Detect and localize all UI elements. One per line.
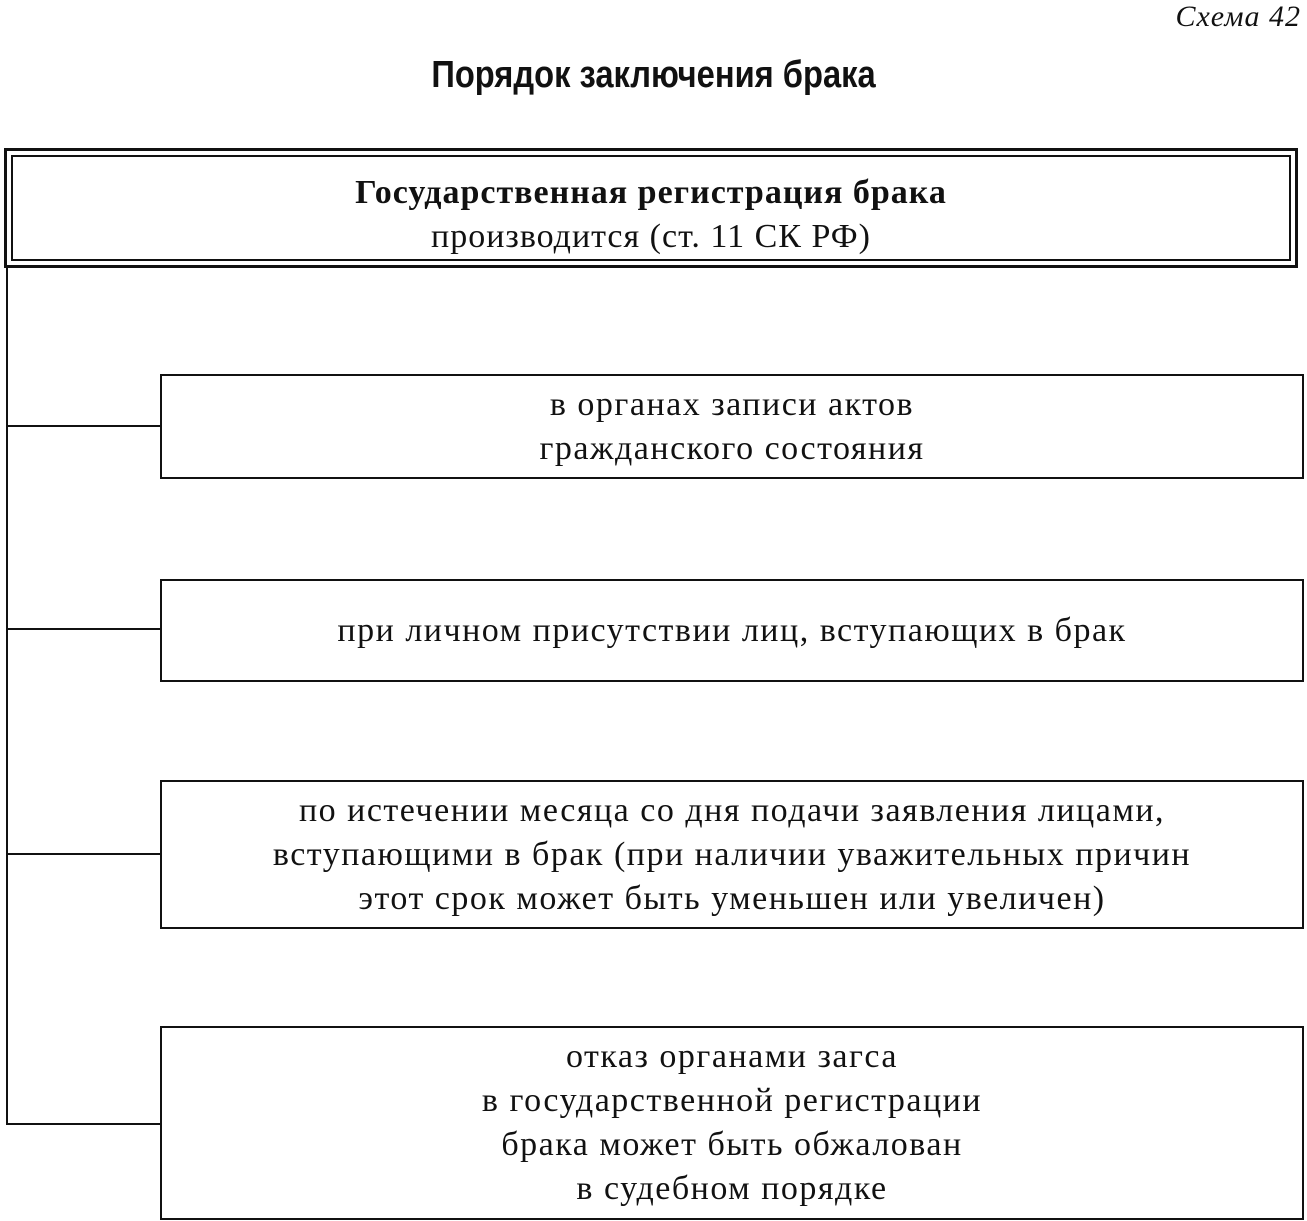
connector-trunk-line (6, 268, 8, 1125)
main-node-subheading: производится (ст. 11 СК РФ) (431, 218, 871, 255)
diagram-title: Порядок заключения брака (431, 54, 876, 96)
main-node-heading: Государственная регистрация брака (355, 174, 947, 211)
item-box-civil-registry: в органах записи актов гражданского состояния (160, 374, 1304, 479)
main-node-box (4, 148, 1298, 268)
connector-branch-2 (6, 628, 162, 630)
item-box-waiting-period: по истечении месяца со дня подачи заявления лицами, вступающими в брак (при наличии уважительных причин этот срок может быть уменьшен или увеличен) (160, 780, 1304, 929)
connector-branch-3 (6, 853, 162, 855)
item-box-appeal-refusal: отказ органами загса в государственной регистрации брака может быть обжалован в судебном порядке (160, 1026, 1304, 1220)
item-box-personal-presence: при личном присутствии лиц, вступающих в брак (160, 579, 1304, 682)
scheme-number-label: Схема 42 (1175, 0, 1301, 33)
main-node-text (7, 171, 1295, 259)
connector-branch-4 (6, 1123, 162, 1125)
connector-branch-1 (6, 425, 162, 427)
